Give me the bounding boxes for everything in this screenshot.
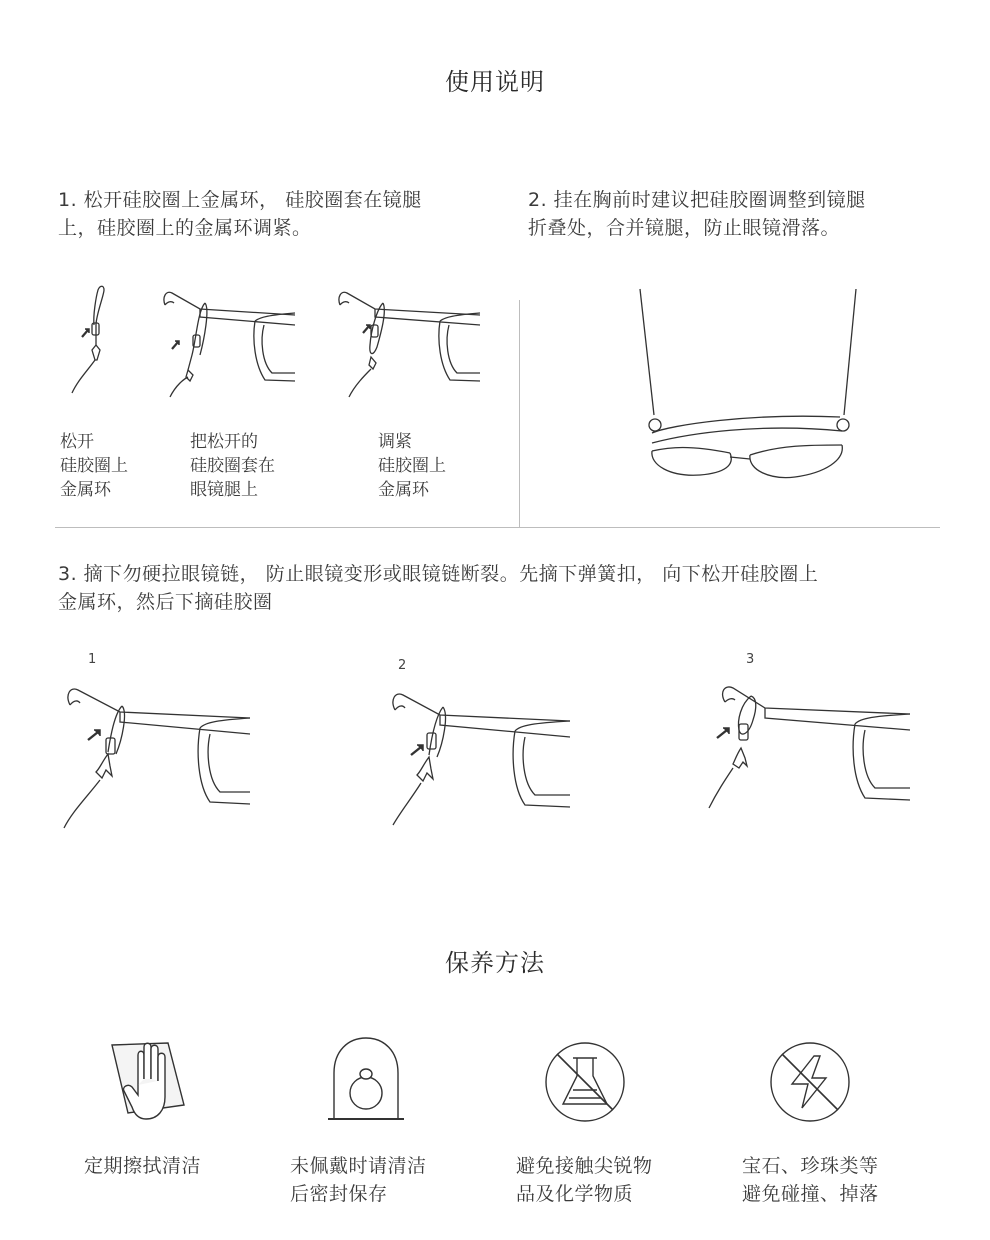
caption-line: 调紧 [378, 432, 412, 452]
remove-step2-illustration [385, 685, 575, 830]
usage-title: 使用说明 [445, 68, 545, 96]
sealed-case-icon [326, 1035, 406, 1125]
strap-loose-illustration [60, 285, 120, 400]
remove-step3-illustration [705, 680, 915, 830]
care-label-line2: 后密封保存 [290, 1183, 388, 1205]
care-item-wipe [84, 1152, 244, 1180]
step3-number-3: 3 [746, 652, 755, 667]
step3-number-2: 2 [398, 658, 407, 673]
care-title: 保养方法 [445, 949, 545, 977]
step1-text-line2: 上，硅胶圈上的金属环调紧。 [58, 217, 312, 239]
step2-text-line2: 折叠处，合并镜腿，防止眼镜滑落。 [528, 217, 841, 239]
step2-text-line1: 2. 挂在胸前时建议把硅胶圈调整到镜腿 [528, 189, 866, 211]
step3-text-line1: 3. 摘下勿硬拉眼镜链， 防止眼镜变形或眼镜链断裂。先摘下弹簧扣， 向下松开硅胶圈上 [58, 563, 819, 585]
caption-line: 松开 [60, 432, 94, 452]
strap-tightened-illustration [335, 285, 485, 400]
caption-line: 把松开的 [190, 432, 258, 452]
step3-number-1: 1 [88, 652, 97, 667]
step1-text [58, 186, 508, 242]
care-label-line1: 未佩戴时请清洁 [290, 1155, 427, 1177]
care-item-avoid-chemicals [516, 1152, 696, 1208]
caption-line: 硅胶圈套在 [190, 456, 275, 476]
caption-line: 金属环 [378, 480, 429, 500]
step1-caption-2 [190, 430, 275, 502]
care-label-line1: 定期擦拭清洁 [84, 1155, 202, 1177]
no-impact-icon [768, 1040, 852, 1124]
care-label-line1: 避免接触尖锐物 [516, 1155, 653, 1177]
care-label-line1: 宝石、珍珠类等 [742, 1155, 879, 1177]
step2-text [528, 186, 958, 242]
no-chemicals-icon [543, 1040, 627, 1124]
step3-text [58, 560, 958, 616]
step3-text-line2: 金属环，然后下摘硅胶圈 [58, 591, 273, 613]
folded-glasses-chain-illustration [630, 285, 870, 485]
care-item-avoid-impact [742, 1152, 922, 1208]
remove-step1-illustration [60, 680, 255, 830]
caption-line: 硅胶圈上 [60, 456, 128, 476]
section-divider-vertical [519, 300, 520, 527]
caption-line: 金属环 [60, 480, 111, 500]
section-divider-horizontal [55, 527, 940, 528]
strap-on-temple-illustration [160, 285, 300, 400]
hand-wipe-icon [108, 1035, 190, 1125]
caption-line: 眼镜腿上 [190, 480, 258, 500]
step1-caption-1 [60, 430, 128, 502]
step1-text-line1: 1. 松开硅胶圈上金属环， 硅胶圈套在镜腿 [58, 189, 422, 211]
care-item-store [290, 1152, 470, 1208]
care-label-line2: 避免碰撞、掉落 [742, 1183, 879, 1205]
care-label-line2: 品及化学物质 [516, 1183, 634, 1205]
step1-caption-3 [378, 430, 446, 502]
caption-line: 硅胶圈上 [378, 456, 446, 476]
